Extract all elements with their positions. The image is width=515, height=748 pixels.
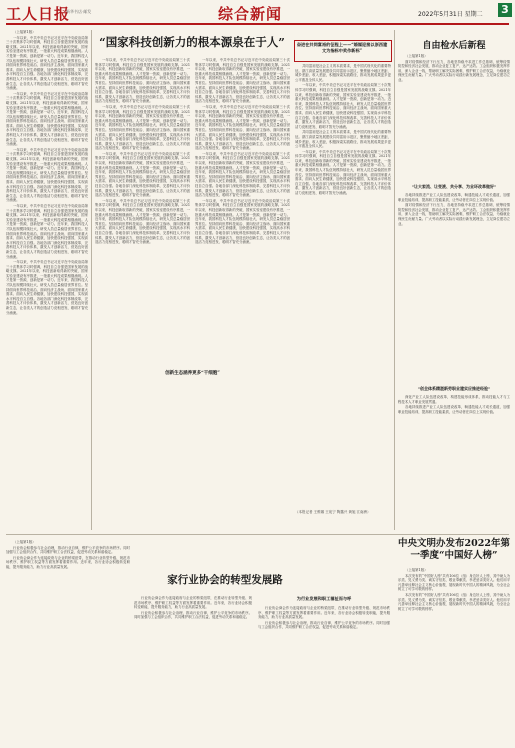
main-article-col-2	[95, 58, 190, 530]
bottom-right-headline: 中央文明办发布2022年第一季度“中国好人榜”	[398, 538, 510, 561]
section-title: 综合新闻	[218, 5, 283, 23]
main-article-col-1	[6, 30, 88, 530]
main-body-1: 一年以来，中共中央总书记习近平在中央政治局第三十次集体学习时强调，科技自立自强是国家发展的战略支撑。2021年以来，科技创新取得新的突破，国家实验室建设有序推进，一批重大科技成果相继涌现。人才是第一资源，创新是第一动力。近年来，我国科技人才队伍规模持续壮大，研发人员总量稳居世界首位。坚持面向世界科技前沿、面向经济主战场、面向国家重大需求、面向人民生命健康，加快建设科技强国，实现高水平科技自立自强。各地各部门深化科技体制改革，完善科技人才评价体系，激发人才创新活力，营造良好创新生态，让各类人才的创造活力竞相迸发、聪明才智充分涌流。	[6, 35, 88, 91]
right-mid2-body	[398, 395, 510, 525]
bottom-left-dateline: （上接第1版）	[13, 540, 36, 544]
right-top-headline: 自由检水后新程	[422, 41, 486, 51]
masthead-bar	[0, 0, 515, 24]
bottom-right-body-p1: 本次发布的“中国好人榜”共有106位（组）身边好人上榜，其中助人为乐类、见义勇为类、诚实守信类、敬业奉献类、孝老爱亲类好人。他们用平凡善举诠释社会主义核心价值观，展现新时代中国人的精神风貌，为全社会树立了可学可敬的榜样。	[398, 573, 510, 592]
section-divider	[6, 534, 509, 535]
bottom-right-dateline: （上接第1版）	[405, 568, 428, 572]
main-body-1d: 一年以来，中共中央总书记习近平在中央政治局第三十次集体学习时强调，科技自立自强是国家发展的战略支撑。2021年以来，科技创新取得新的突破，国家实验室建设有序推进，一批重大科技成果相继涌现。人才是第一资源，创新是第一动力。近年来，我国科技人才队伍规模持续壮大，研发人员总量稳居世界首位。坚持面向世界科技前沿、面向经济主战场、面向国家重大需求、面向人民生命健康，加快建设科技强国，实现高水平科技自立自强。各地各部门深化科技体制改革，完善科技人才评价体系，激发人才创新活力，营造良好创新生态，让各类人才的创造活力竞相迸发、聪明才智充分涌流。	[6, 203, 88, 259]
main-body-2: 一年以来，中共中央总书记习近平在中央政治局第三十次集体学习时强调，科技自立自强是国家发展的战略支撑。2021年以来，科技创新取得新的突破，国家实验室建设有序推进，一批重大科技成果相继涌现。人才是第一资源，创新是第一动力。近年来，我国科技人才队伍规模持续壮大，研发人员总量稳居世界首位。坚持面向世界科技前沿、面向经济主战场、面向国家重大需求、面向人民生命健康，加快建设科技强国，实现高水平科技自立自强。各地各部门深化科技体制改革，完善科技人才评价体系，激发人才创新活力，营造良好创新生态，让各类人才的创造活力竞相迸发、聪明才智充分涌流。	[95, 58, 190, 104]
bottom-center-subhead: 为行业发展和职工福祉而与呼	[296, 596, 352, 601]
bottom-right-body	[398, 568, 510, 744]
center-box-body-p1: 共同富裕是社会主义的本质要求，是中国式现代化的重要特征。浙江高质量发展建设共同富裕示范区，聚焦缩小地区差距、城乡差距、收入差距，积极探索实践路径，推动发展成果更多更公平惠及全体人民。	[295, 64, 391, 82]
main-body-3: 一年以来，中共中央总书记习近平在中央政治局第三十次集体学习时强调，科技自立自强是国家发展的战略支撑。2021年以来，科技创新取得新的突破，国家实验室建设有序推进，一批重大科技成果相继涌现。人才是第一资源，创新是第一动力。近年来，我国科技人才队伍规模持续壮大，研发人员总量稳居世界首位。坚持面向世界科技前沿、面向经济主战场、面向国家重大需求、面向人民生命健康，加快建设科技强国，实现高水平科技自立自强。各地各部门深化科技体制改革，完善科技人才评价体系，激发人才创新活力，营造良好创新生态，让各类人才的创造活力竞相迸发、聪明才智充分涌流。	[195, 58, 290, 104]
bottom-left-body-p2: 行业协会商会作为连接政府与企业的桥梁纽带，在推动行业转型升级、规范市场秩序、维护职工权益等方面发挥着重要作用。近年来，各行业协会积极转变职能，提升服务能力，助力行业高质量发展。	[6, 555, 130, 569]
right-mid-body-p1: 各地持续推进产业工人队伍建设改革，畅通技能人才成长通道，加强职业技能培训，提高职工技能素质，让劳动者在岗位上实现价值。	[398, 193, 510, 202]
bottom-center-body-2	[258, 606, 390, 744]
center-box-body-p4: 一年以来，中共中央总书记习近平在中央政治局第三十次集体学习时强调，科技自立自强是国家发展的战略支撑。2021年以来，科技创新取得新的突破，国家实验室建设有序推进，一批重大科技成果相继涌现。人才是第一资源，创新是第一动力。近年来，我国科技人才队伍规模持续壮大，研发人员总量稳居世界首位。坚持面向世界科技前沿、面向经济主战场、面向国家重大需求、面向人民生命健康，加快建设科技强国，实现高水平科技自立自强。各地各部门深化科技体制改革，完善科技人才评价体系，激发人才创新活力，营造良好创新生态，让各类人才的创造活力竞相迸发、聪明才智充分涌流。	[295, 149, 391, 196]
column-divider	[91, 30, 92, 530]
right-top-dateline: （上接第1版）	[405, 54, 428, 58]
right-mid2-subhead: “创全体系精湛新劳职业建实应推进经验”	[417, 386, 491, 391]
issue-date: 2022年5月31日 星期二	[418, 11, 483, 18]
bottom-center-body-p1: 行业协会商会作为连接政府与企业的桥梁纽带，在推动行业转型升级、规范市场秩序、维护职工权益等方面发挥着重要作用。近年来，各行业协会积极转变职能，提升服务能力，助力行业高质量发展。	[134, 596, 252, 610]
main-headline: “国家科技创新力的根本源泉在于人”	[99, 35, 285, 49]
right-top-body	[398, 54, 510, 124]
right-mid2-body-p1: 深化产业工人队伍建设改革，构建技能形成体系，推动技能人才与工程技术人才职业发展贯通。	[398, 395, 510, 404]
center-box-title: 奋进在共同富裕的征程上——“婚媒迎接以浙西建文为指标中奖作新标”	[296, 42, 388, 53]
main-dateline: （上接第1版）	[13, 30, 36, 34]
bottom-center-body-p3: 行业协会商会作为连接政府与企业的桥梁纽带，在推动行业转型升级、规范市场秩序、维护职工权益等方面发挥着重要作用。近年来，各行业协会积极转变职能，提升服务能力，助力行业高质量发展。	[258, 606, 390, 620]
center-box-body-p2: 一年以来，中共中央总书记习近平在中央政治局第三十次集体学习时强调，科技自立自强是国家发展的战略支撑。2021年以来，科技创新取得新的突破，国家实验室建设有序推进，一批重大科技成果相继涌现。人才是第一资源，创新是第一动力。近年来，我国科技人才队伍规模持续壮大，研发人员总量稳居世界首位。坚持面向世界科技前沿、面向经济主战场、面向国家重大需求、面向人民生命健康，加快建设科技强国，实现高水平科技自立自强。各地各部门深化科技体制改革，完善科技人才评价体系，激发人才创新活力，营造良好创新生态，让各类人才的创造活力竞相迸发、聪明才智充分涌流。	[295, 83, 391, 129]
main-body-3d: 一年以来，中共中央总书记习近平在中央政治局第三十次集体学习时强调，科技自立自强是国家发展的战略支撑。2021年以来，科技创新取得新的突破，国家实验室建设有序推进，一批重大科技成果相继涌现。人才是第一资源，创新是第一动力。近年来，我国科技人才队伍规模持续壮大，研发人员总量稳居世界首位。坚持面向世界科技前沿、面向经济主战场、面向国家重大需求、面向人民生命健康，加快建设科技强国，实现高水平科技自立自强。各地各部门深化科技体制改革，完善科技人才评价体系，激发人才创新活力，营造良好创新生态，让各类人才的创造活力竞相迸发、聪明才智充分涌流。	[195, 198, 290, 245]
right-mid-body	[398, 193, 510, 333]
bottom-left-body	[6, 540, 130, 744]
page-number-badge: 3	[498, 3, 512, 17]
right-mid-body-p2: 面对疫情和经济下行压力，各地坚持稳中求进工作总基调，统筹疫情防控和经济社会发展，推动企业复工复产、达产达效。工会组织积极发挥作用，深入企业一线，帮助职工解决实际困难，维护职工合法权益，为稳就业保民生贡献力量。广大劳动者以实际行动践行新发展理念，立足岗位建功立业。	[398, 203, 510, 226]
header-rule	[6, 23, 509, 25]
center-subhead: 创新生态涵养更多“干细胞”	[165, 371, 220, 376]
masthead-subtitle: 新华书店·邮发	[66, 9, 92, 14]
main-body-3b: 一年以来，中共中央总书记习近平在中央政治局第三十次集体学习时强调，科技自立自强是国家发展的战略支撑。2021年以来，科技创新取得新的突破，国家实验室建设有序推进，一批重大科技成果相继涌现。人才是第一资源，创新是第一动力。近年来，我国科技人才队伍规模持续壮大，研发人员总量稳居世界首位。坚持面向世界科技前沿、面向经济主战场、面向国家重大需求、面向人民生命健康，加快建设科技强国，实现高水平科技自立自强。各地各部门深化科技体制改革，完善科技人才评价体系，激发人才创新活力，营造良好创新生态，让各类人才的创造活力竞相迸发、聪明才智充分涌流。	[195, 104, 290, 151]
right-mid2-body-p2: 各地持续推进产业工人队伍建设改革，畅通技能人才成长通道，加强职业技能培训，提高职工技能素质，让劳动者在岗位上实现价值。	[398, 405, 510, 414]
main-body-2b: 一年以来，中共中央总书记习近平在中央政治局第三十次集体学习时强调，科技自立自强是国家发展的战略支撑。2021年以来，科技创新取得新的突破，国家实验室建设有序推进，一批重大科技成果相继涌现。人才是第一资源，创新是第一动力。近年来，我国科技人才队伍规模持续壮大，研发人员总量稳居世界首位。坚持面向世界科技前沿、面向经济主战场、面向国家重大需求、面向人民生命健康，加快建设科技强国，实现高水平科技自立自强。各地各部门深化科技体制改革，完善科技人才评价体系，激发人才创新活力，营造良好创新生态，让各类人才的创造活力竞相迸发、聪明才智充分涌流。	[95, 104, 190, 151]
main-body-1c: 一年以来，中共中央总书记习近平在中央政治局第三十次集体学习时强调，科技自立自强是国家发展的战略支撑。2021年以来，科技创新取得新的突破，国家实验室建设有序推进，一批重大科技成果相继涌现。人才是第一资源，创新是第一动力。近年来，我国科技人才队伍规模持续壮大，研发人员总量稳居世界首位。坚持面向世界科技前沿、面向经济主战场、面向国家重大需求、面向人民生命健康，加快建设科技强国，实现高水平科技自立自强。各地各部门深化科技体制改革，完善科技人才评价体系，激发人才创新活力，营造良好创新生态，让各类人才的创造活力竞相迸发、聪明才智充分涌流。	[6, 147, 88, 203]
bottom-center-body-p4: 行业协会积极参与社会治理，推动行业自律，维护公平竞争的市场秩序。同时加强与工会组织合作，共同维护职工合法权益，促进劳动关系和谐稳定。	[258, 620, 390, 630]
main-body-1e: 一年以来，中共中央总书记习近平在中央政治局第三十次集体学习时强调，科技自立自强是国家发展的战略支撑。2021年以来，科技创新取得新的突破，国家实验室建设有序推进，一批重大科技成果相继涌现。人才是第一资源，创新是第一动力。近年来，我国科技人才队伍规模持续壮大，研发人员总量稳居世界首位。坚持面向世界科技前沿、面向经济主战场、面向国家重大需求、面向人民生命健康，加快建设科技强国，实现高水平科技自立自强。各地各部门深化科技体制改革，完善科技人才评价体系，激发人才创新活力，营造良好创新生态，让各类人才的创造活力竞相迸发、聪明才智充分涌流。	[6, 260, 88, 315]
main-body-2d: 一年以来，中共中央总书记习近平在中央政治局第三十次集体学习时强调，科技自立自强是国家发展的战略支撑。2021年以来，科技创新取得新的突破，国家实验室建设有序推进，一批重大科技成果相继涌现。人才是第一资源，创新是第一动力。近年来，我国科技人才队伍规模持续壮大，研发人员总量稳居世界首位。坚持面向世界科技前沿、面向经济主战场、面向国家重大需求、面向人民生命健康，加快建设科技强国，实现高水平科技自立自强。各地各部门深化科技体制改革，完善科技人才评价体系，激发人才创新活力，营造良好创新生态，让各类人才的创造活力竞相迸发、聪明才智充分涌流。	[95, 198, 190, 245]
main-body-1b: 一年以来，中共中央总书记习近平在中央政治局第三十次集体学习时强调，科技自立自强是国家发展的战略支撑。2021年以来，科技创新取得新的突破，国家实验室建设有序推进，一批重大科技成果相继涌现。人才是第一资源，创新是第一动力。近年来，我国科技人才队伍规模持续壮大，研发人员总量稳居世界首位。坚持面向世界科技前沿、面向经济主战场、面向国家重大需求、面向人民生命健康，加快建设科技强国，实现高水平科技自立自强。各地各部门深化科技体制改革，完善科技人才评价体系，激发人才创新活力，营造良好创新生态，让各类人才的创造活力竞相迸发、聪明才智充分涌流。	[6, 91, 88, 147]
article-credit: （本报记者 王维娜 王宛宁 陶鑫兴 黄旭 江南洲）	[295, 510, 371, 514]
bottom-center-body-1	[134, 596, 252, 744]
bottom-center-headline: 家行业协会的转型发展路	[167, 574, 283, 586]
bottom-left-body-p1: 行业协会积极参与社会治理，推动行业自律，维护公平竞争的市场秩序。同时加强与工会组织合作，共同维护职工合法权益，促进劳动关系和谐稳定。	[6, 545, 130, 555]
main-body-2c: 一年以来，中共中央总书记习近平在中央政治局第三十次集体学习时强调，科技自立自强是国家发展的战略支撑。2021年以来，科技创新取得新的突破，国家实验室建设有序推进，一批重大科技成果相继涌现。人才是第一资源，创新是第一动力。近年来，我国科技人才队伍规模持续壮大，研发人员总量稳居世界首位。坚持面向世界科技前沿、面向经济主战场、面向国家重大需求、面向人民生命健康，加快建设科技强国，实现高水平科技自立自强。各地各部门深化科技体制改革，完善科技人才评价体系，激发人才创新活力，营造良好创新生态，让各类人才的创造活力竞相迸发、聪明才智充分涌流。	[95, 151, 190, 198]
center-box-body-p3: 共同富裕是社会主义的本质要求，是中国式现代化的重要特征。浙江高质量发展建设共同富裕示范区，聚焦缩小地区差距、城乡差距、收入差距，积极探索实践路径，推动发展成果更多更公平惠及全体人民。	[295, 130, 391, 149]
bottom-center-body-p2: 行业协会积极参与社会治理，推动行业自律，维护公平竞争的市场秩序。同时加强与工会组织合作，共同维护职工合法权益，促进劳动关系和谐稳定。	[134, 610, 252, 620]
right-column-divider	[394, 30, 395, 530]
main-article-col-3	[195, 58, 290, 530]
bottom-right-body-p2: 本次发布的“中国好人榜”共有106位（组）身边好人上榜，其中助人为乐类、见义勇为类、诚实守信类、敬业奉献类、孝老爱亲类好人。他们用平凡善举诠释社会主义核心价值观，展现新时代中国人的精神风貌，为全社会树立了可学可敬的榜样。	[398, 592, 510, 611]
right-mid-subhead: “让大家流、让变液、共分享、为业环改革做好”	[411, 184, 497, 189]
main-body-3c: 一年以来，中共中央总书记习近平在中央政治局第三十次集体学习时强调，科技自立自强是国家发展的战略支撑。2021年以来，科技创新取得新的突破，国家实验室建设有序推进，一批重大科技成果相继涌现。人才是第一资源，创新是第一动力。近年来，我国科技人才队伍规模持续壮大，研发人员总量稳居世界首位。坚持面向世界科技前沿、面向经济主战场、面向国家重大需求、面向人民生命健康，加快建设科技强国，实现高水平科技自立自强。各地各部门深化科技体制改革，完善科技人才评价体系，激发人才创新活力，营造良好创新生态，让各类人才的创造活力竞相迸发、聪明才智充分涌流。	[195, 151, 290, 198]
right-top-body-p1: 面对疫情和经济下行压力，各地坚持稳中求进工作总基调，统筹疫情防控和经济社会发展，推动企业复工复产、达产达效。工会组织积极发挥作用，深入企业一线，帮助职工解决实际困难，维护职工合法权益，为稳就业保民生贡献力量。广大劳动者以实际行动践行新发展理念，立足岗位建功立业。	[398, 59, 510, 82]
center-box-body	[295, 64, 391, 530]
newspaper-masthead: 工人日报	[6, 5, 71, 23]
